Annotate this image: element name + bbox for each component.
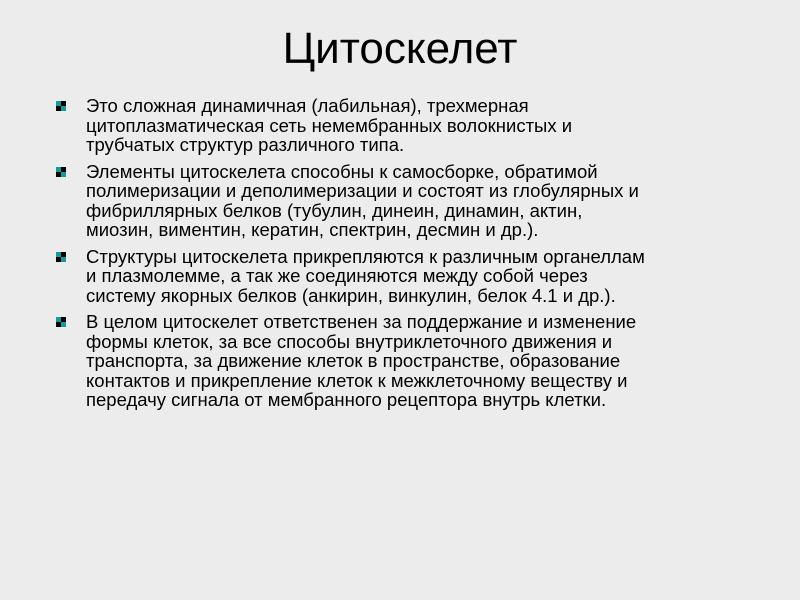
bullet-text-line: трубчатых структур различного типа. [86, 134, 405, 155]
bullet-text-line: систему якорных белков (анкирин, винкулин, белок 4.1 и др.). [86, 284, 616, 306]
square-bullet-icon [56, 252, 66, 262]
bullet-text-line: Структуры цитоскелета прикрепляются к различным органеллам [86, 245, 645, 267]
bullet-text-line: контактов и прикрепление клеток к межклеточному веществу и [86, 369, 628, 391]
bullet-item [56, 162, 776, 240]
bullet-text-line: передачу сигнала от мембранного рецептора внутрь клетки. [86, 389, 607, 410]
bullet-text-line: формы клеток, за все способы внутриклеточного движения и [86, 330, 613, 352]
bullet-item [56, 312, 776, 410]
bullet-text-line: и плазмолемме, а так же соединяются между собой через [86, 265, 588, 286]
bullet-text-line: фибриллярных белков (тубулин, динеин, динамин, актин, [86, 199, 583, 221]
bullet-text-line: полимеризации и деполимеризации и состоят из глобулярных и [86, 180, 639, 201]
bullet-text-line: цитоплазматическая сеть немембранных волокнистых и [86, 114, 573, 136]
bullet-item [56, 247, 776, 306]
square-bullet-icon [56, 101, 66, 111]
bullet-text-line: миозин, виментин, кератин, спектрин, десмин и др.). [86, 219, 539, 240]
square-bullet-icon [56, 317, 66, 327]
bullet-list [56, 96, 776, 417]
slide-title: Цитоскелет [282, 24, 518, 73]
bullet-text-line: В целом цитоскелет ответственен за поддержание и изменение [86, 311, 637, 332]
bullet-text-line: Элементы цитоскелета способны к самосборке, обратимой [86, 160, 598, 182]
bullet-item [56, 96, 776, 155]
square-bullet-icon [56, 167, 66, 177]
bullet-text-line: транспорта, за движение клеток в пространстве, образование [86, 350, 621, 371]
bullet-text-line: Это сложная динамичная (лабильная), трехмерная [86, 95, 529, 116]
